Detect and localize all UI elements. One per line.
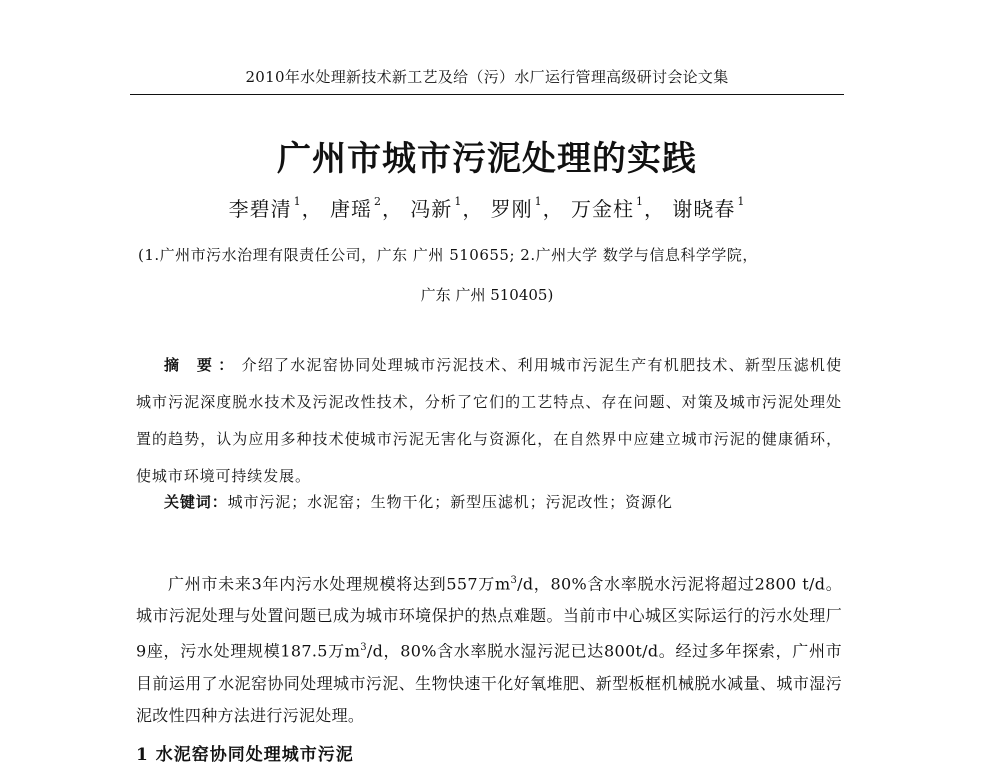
header-rule (130, 94, 844, 95)
affiliation-line-2: 广东 广州 510405) (420, 286, 554, 304)
author-affil-mark: 1 (737, 195, 746, 209)
author-separator: ， (381, 197, 403, 221)
paper-title: 广州市城市污泥处理的实践 (277, 139, 697, 179)
body-paragraph (136, 565, 842, 732)
author-name: 唐瑶 (329, 197, 372, 221)
body-text-a: 广州市未来3年内污水处理规模将达到557万m (168, 574, 511, 594)
author-affil-mark: 1 (534, 195, 543, 209)
author-affil-mark: 2 (373, 195, 382, 209)
author-affil-mark: 1 (293, 195, 302, 209)
author-separator: ， (644, 197, 666, 221)
body-text-b: /d，80%含水率脱水污泥将超过2800 t/d。城市污泥处理与处置问题已成为城市环境保护的热点难题。当前市中心城区实际运行的污水处理厂9座，污水处理规模187.5万m (136, 574, 842, 661)
keywords (164, 491, 673, 512)
abstract (136, 347, 842, 495)
author-separator: ， (301, 197, 323, 221)
author-name: 罗刚 (490, 197, 533, 221)
section-heading: 1 水泥窑协同处理城市污泥 (136, 745, 354, 765)
affiliation-line-1: (1.广州市污水治理有限责任公司，广东 广州 510655; 2.广州大学 数学与信息科学学院， (138, 246, 758, 264)
abstract-label: 摘 要： (164, 356, 240, 374)
author-separator: ， (462, 197, 484, 221)
unit-superscript: 3 (510, 575, 518, 586)
author-name: 冯新 (410, 197, 453, 221)
author-separator: ， (542, 197, 564, 221)
author-name: 李碧清 (228, 197, 292, 221)
keywords-label: 关键词： (164, 493, 228, 511)
author-list (130, 193, 844, 222)
author-name: 谢晓春 (672, 197, 736, 221)
running-header: 2010年水处理新技术新工艺及给（污）水厂运行管理高级研讨会论文集 (245, 68, 729, 86)
abstract-text: 介绍了水泥窑协同处理城市污泥技术、利用城市污泥生产有机肥技术、新型压滤机使城市污泥深度脱水技术及污泥改性技术，分析了它们的工艺特点、存在问题、对策及城市污泥处理处置的趋势，认为应用多种技术使城市污泥无害化与资源化，在自然界中应建立城市污泥的健康循环，使城市环境可持续发展。 (136, 356, 842, 485)
author-affil-mark: 1 (636, 195, 645, 209)
author-name: 万金柱 (571, 197, 635, 221)
body-text-c: /d，80%含水率脱水湿污泥已达800t/d。经过多年探索，广州市目前运用了水泥窑协同处理城市污泥、生物快速干化好氧堆肥、新型板框机械脱水减量、城市湿污泥改性四种方法进行污泥处理。 (136, 641, 842, 725)
unit-superscript: 3 (360, 642, 367, 654)
keywords-text: 城市污泥；水泥窑；生物干化；新型压滤机；污泥改性；资源化 (227, 493, 673, 511)
author-affil-mark: 1 (454, 195, 463, 209)
